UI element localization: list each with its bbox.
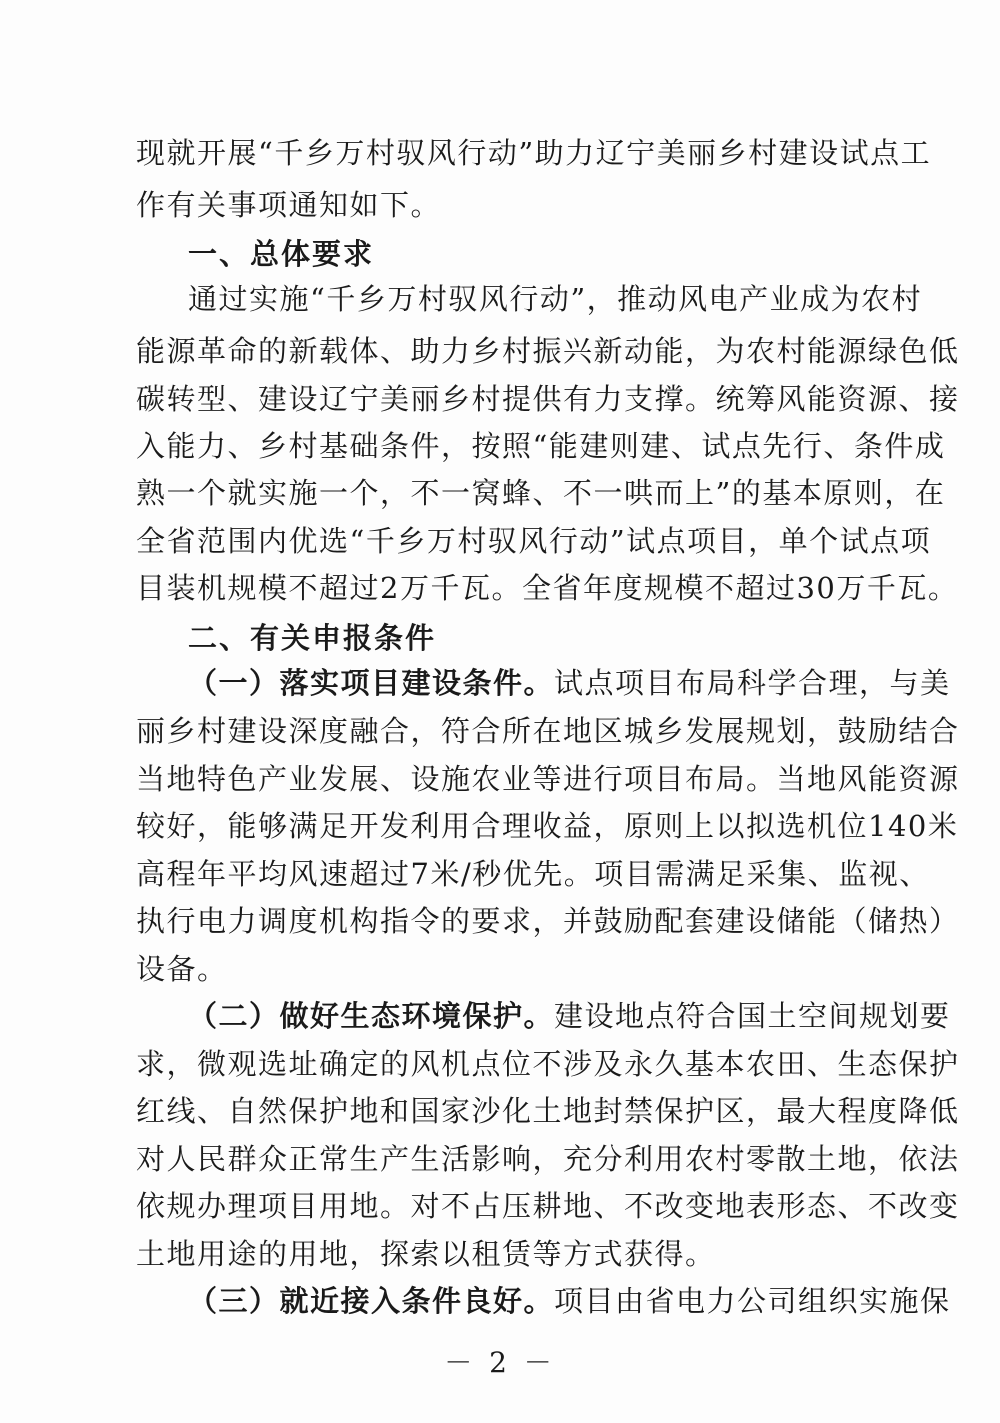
subsection-lead: （二）做好生态环境保护。 — [188, 999, 555, 1033]
body-text: 试点项目布局科学合理，与美 — [554, 666, 951, 700]
body-line: 执行电力调度机构指令的要求，并鼓励配套建设储能（储热） — [136, 904, 960, 938]
body-line — [188, 665, 951, 701]
body-line: 丽乡村建设深度融合，符合所在地区城乡发展规划，鼓励结合 — [136, 714, 960, 748]
body-line: 全省范围内优选“千乡万村驭风行动”试点项目，单个试点项 — [136, 524, 932, 558]
section-heading-application-conditions: 二、有关申报条件 — [188, 621, 437, 655]
body-line: 求，微观选址确定的风机点位不涉及永久基本农田、生态保护 — [136, 1047, 960, 1081]
section-heading-general-requirements: 一、总体要求 — [188, 237, 375, 271]
body-line: 入能力、乡村基础条件，按照“能建则建、试点先行、条件成 — [136, 429, 946, 463]
body-line: 作有关事项通知如下。 — [136, 188, 442, 222]
subsection-lead: （三）就近接入条件良好。 — [188, 1284, 555, 1318]
body-line — [188, 1283, 951, 1319]
body-text: 项目由省电力公司组织实施保 — [554, 1284, 951, 1318]
body-line: 熟一个就实施一个，不一窝蜂、不一哄而上”的基本原则，在 — [136, 476, 946, 510]
subsection-lead: （一）落实项目建设条件。 — [188, 666, 555, 700]
body-line: 高程年平均风速超过7米/秒优先。项目需满足采集、监视、 — [136, 857, 930, 891]
body-line: 较好，能够满足开发利用合理收益，原则上以拟选机位140米 — [136, 809, 959, 843]
body-line — [188, 998, 951, 1034]
body-line: 依规办理项目用地。对不占压耕地、不改变地表形态、不改变 — [136, 1189, 960, 1223]
body-line: 对人民群众正常生产生活影响，充分利用农村零散土地，依法 — [136, 1142, 960, 1176]
body-line: 土地用途的用地，探索以租赁等方式获得。 — [136, 1237, 716, 1271]
body-line: 能源革命的新载体、助力乡村振兴新动能，为农村能源绿色低 — [136, 334, 960, 368]
body-line: 目装机规模不超过2万千瓦。全省年度规模不超过30万千瓦。 — [136, 571, 959, 605]
body-line: 现就开展“千乡万村驭风行动”助力辽宁美丽乡村建设试点工 — [136, 136, 932, 170]
body-text: 建设地点符合国土空间规划要 — [554, 999, 951, 1033]
body-line: 当地特色产业发展、设施农业等进行项目布局。当地风能资源 — [136, 762, 960, 796]
body-line: 通过实施“千乡万村驭风行动”，推动风电产业成为农村 — [188, 282, 923, 316]
body-line: 红线、自然保护地和国家沙化土地封禁保护区，最大程度降低 — [136, 1094, 960, 1128]
body-line: 设备。 — [136, 952, 228, 986]
page-number: － 2 － — [444, 1346, 556, 1379]
body-line: 碳转型、建设辽宁美丽乡村提供有力支撑。统筹风能资源、接 — [136, 382, 960, 416]
